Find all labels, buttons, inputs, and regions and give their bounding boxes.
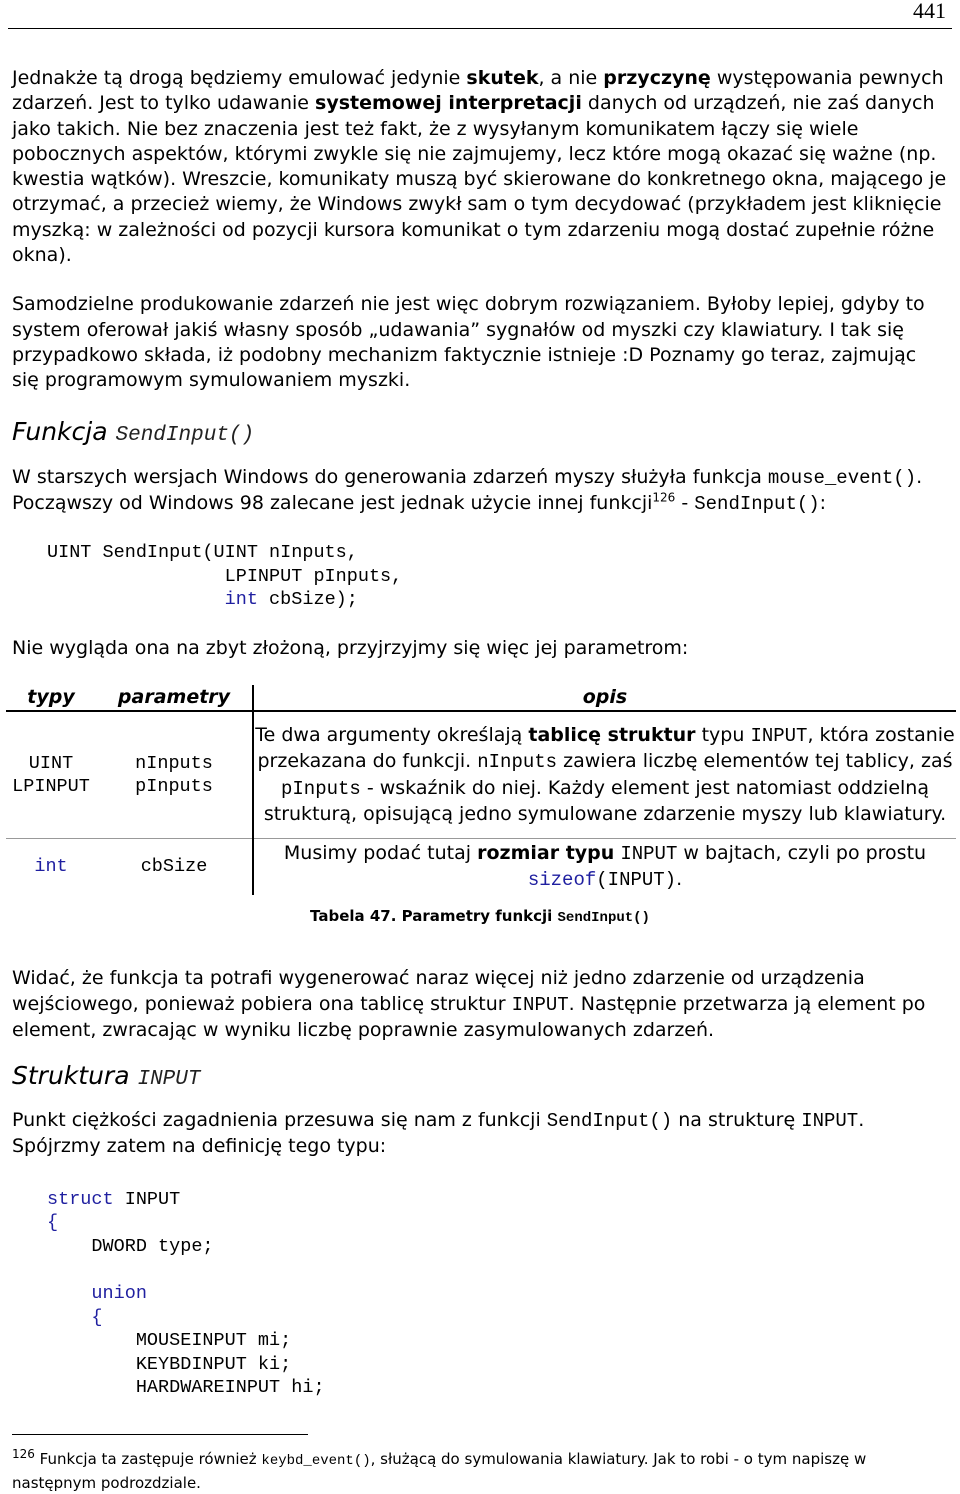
code-line: INPUT [113, 1188, 181, 1210]
code-keyword: struct [47, 1188, 114, 1210]
paragraph-self-production: Samodzielne produkowanie zdarzeń nie jest więc dobrym rozwiązaniem. Byłoby lepiej, gdyby to system oferował jakiś własny sposób „udawania” sygnałów od myszki czy klawiatury. I tak się przypadkowo składa, iż podobny mechanizm faktycznie istnieje :D Poznamy go teraz, zajmując się programowym symulowaniem myszki. [12, 293, 925, 392]
heading-text: Funkcja [12, 416, 116, 446]
code-input-struct [47, 1188, 948, 1400]
code-brace: { [47, 1306, 103, 1328]
bold-skutek: skutek [466, 67, 539, 89]
code-line: DWORD type; [47, 1235, 214, 1257]
code-indent [47, 589, 225, 610]
page-content [12, 66, 955, 1400]
footnote [12, 1448, 948, 1494]
paragraph-parameters-intro: Nie wygląda ona na zbyt złożoną, przyjrzyjmy się więc jej parametrom: [12, 636, 689, 659]
text-run: . Następnie przetwarza ją element po element, zwracając w wyniku liczbę poprawnie zasymulowanych zdarzeń. [12, 992, 926, 1041]
text-run: typu [695, 724, 751, 747]
code-line: LPINPUT pInputs, [47, 565, 403, 587]
bold-przyczyne: przyczynę [603, 67, 711, 89]
code-brace: { [47, 1212, 59, 1234]
page-number: 441 [913, 0, 946, 23]
text-run: na strukturę [672, 1109, 802, 1132]
text-run: W starszych wersjach Windows do generowania zdarzeń myszy służyła funkcja [12, 465, 768, 488]
footnote-rule [12, 1434, 308, 1435]
code-line: HARDWAREINPUT hi; [47, 1377, 325, 1399]
heading-input-struct [12, 1061, 948, 1095]
cell-desc [253, 839, 956, 896]
caption-code: SendInput() [557, 910, 650, 927]
param-ninputs: nInputs [135, 752, 213, 774]
cell-types [6, 839, 96, 896]
inline-code: INPUT [511, 993, 569, 1016]
type-uint: UINT [28, 752, 74, 774]
paragraph-older-versions [12, 465, 948, 518]
header-params: parametry [96, 685, 253, 711]
type-lpinput: LPINPUT [12, 776, 90, 798]
code-keyword: sizeof [527, 869, 597, 892]
table-header-row [6, 685, 956, 711]
cell-desc [253, 711, 956, 839]
paragraph-generate [12, 966, 948, 1043]
type-int: int [34, 856, 68, 878]
text-run: . Począwszy od Windows 98 zalecane jest jednak użycie innej funkcji [12, 465, 923, 514]
inline-code: nInputs [477, 751, 558, 774]
text-run: w bajtach, czyli po prostu [677, 841, 927, 864]
code-keyword: int [224, 589, 258, 611]
text-run: , która zostanie przekazana do funkcji. [257, 724, 955, 773]
text-run: - wskaźnik do niej. Każdy element jest natomiast oddzielną strukturą, opisującą jedno symulowane zdarzenie myszy lub klawiatury. [263, 776, 947, 826]
text-run: Punkt ciężkości zagadnienia przesuwa się nam z funkcji [12, 1109, 547, 1132]
text-run: . [676, 868, 683, 891]
caption-text: Tabela 47. Parametry funkcji [310, 907, 558, 926]
inline-code: INPUT [801, 1110, 859, 1133]
text-run: zawiera liczbę elementów tej tablicy, zaś [557, 750, 953, 773]
heading-sendinput [12, 417, 948, 451]
text-run: Funkcja ta zastępuje również [34, 1450, 262, 1468]
table-caption [12, 907, 948, 926]
header-types: typy [6, 685, 96, 711]
code-keyword: union [91, 1283, 147, 1305]
inline-code: pInputs [280, 777, 361, 800]
inline-code: mouse_event() [767, 466, 917, 489]
bold-interpretation: systemowej interpretacji [315, 92, 582, 115]
paragraph-emulation [12, 66, 948, 268]
code-indent [47, 1283, 91, 1304]
table-row [6, 839, 956, 896]
code-sendinput-signature [47, 541, 948, 612]
param-pinputs: pInputs [135, 776, 213, 798]
code-line: KEYBDINPUT ki; [47, 1353, 292, 1375]
code-line: UINT SendInput(UINT nInputs, [47, 542, 358, 564]
parameters-table [6, 685, 956, 895]
cell-types [6, 711, 96, 839]
footnote-ref[interactable]: 126 [652, 490, 676, 505]
code-line: MOUSEINPUT mi; [47, 1330, 292, 1352]
footnote-number: 126 [12, 1447, 35, 1461]
paragraph-focus [12, 1108, 948, 1160]
text-run: . Spójrzmy zatem na definicję tego typu: [12, 1109, 865, 1158]
heading-text: Struktura [12, 1061, 138, 1091]
text-run: - [675, 491, 695, 514]
text-run: : [819, 491, 827, 514]
cell-params [96, 711, 253, 839]
inline-code: INPUT [750, 725, 808, 748]
header-rule [8, 28, 952, 29]
cell-params: cbSize [96, 839, 253, 896]
text-run: Widać, że funkcja ta potrafi wygenerować naraz więcej niż jedno zdarzenie od urządzenia wejściowego, ponieważ pobiera ona tablicę struktur [12, 967, 865, 1015]
inline-code: (INPUT) [596, 869, 677, 892]
heading-code: SendInput() [115, 423, 255, 447]
inline-code: keybd_event() [261, 1453, 371, 1469]
text-run: występowania pewnych zdarzeń. Jest to tylko udawanie [12, 67, 944, 115]
inline-code: INPUT [620, 842, 678, 865]
inline-code: SendInput() [546, 1110, 673, 1133]
text-run: Musimy podać tutaj [283, 841, 478, 864]
table-row [6, 711, 956, 839]
bold-run: tablicę struktur [528, 724, 696, 747]
text-run: , a nie [538, 67, 604, 89]
text-run: Jednakże tą drogą będziemy emulować jedynie [12, 67, 467, 89]
text-run: , służącą do symulowania klawiatury. Jak to robi - o tym napiszę w następnym podrozdziale. [12, 1450, 867, 1492]
text-run: Te dwa argumenty określają [255, 724, 529, 747]
header-desc: opis [253, 685, 956, 711]
heading-code: INPUT [137, 1068, 201, 1092]
code-line: cbSize); [257, 589, 358, 611]
text-run: danych od urządzeń, nie zaś danych jako takich. Nie bez znaczenia jest też fakt, że z wysyłanym komunikatem łączy się wiele pobocznych aspektów, którymi zwykle się nie zajmujemy, lecz które mogą okazać się ważne (np. kwestia wątków). Wreszcie, komunikaty muszą być skierowane do konkretnego okna, mającego je otrzymać, a przecież wiemy, że Windows zwykł sam o tym decydować (przykładem jest kliknięcie myszką: w zależności od pozycji kursora komunikat o tym zdarzeniu mogą dostać zupełnie różne okna). [12, 92, 947, 267]
inline-code: SendInput() [694, 492, 820, 515]
bold-run: rozmiar typu [477, 841, 615, 864]
